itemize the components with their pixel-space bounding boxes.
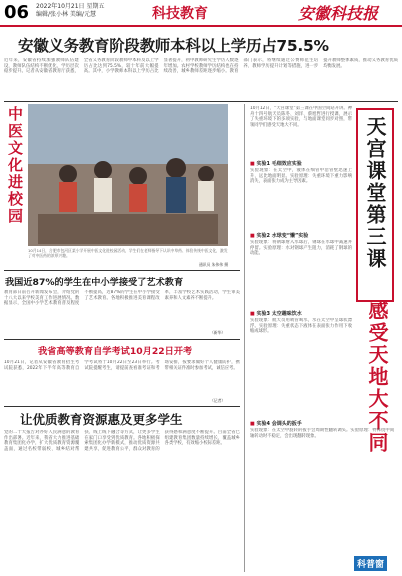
experiment-title: ■ 实验1 毛细效应实验 xyxy=(250,160,302,167)
exam-headline: 我省高等教育自学考试10月22日开考 xyxy=(38,346,193,357)
column-divider xyxy=(244,104,245,572)
share-headline: 让优质教育资源惠及更多学生 xyxy=(20,412,183,427)
divider xyxy=(4,101,398,102)
art-body: 教育部日前召开新闻发布会，介绍党的十八大以来学校美育工作进展情况。数据显示，全国中小学艺术教育普及程度不断提高，近87%的学生在中小学接受了艺术教育。各地积极推进美育课程改革，丰富学校艺术实践活动，学生审美素养和人文素养不断提升。 xyxy=(4,290,240,307)
corner-tag: 科普窗 xyxy=(354,556,387,571)
date-line xyxy=(36,3,104,19)
exam-body: 10月21日，记者从安徽省教育招生考试院获悉，2022年下半年高等教育自学考试将于10月22日至23日举行。考试院提醒考生，请提前查看准考证和考场安排，按要求做好个人健康防护，携带相关证件准时参加考试，诚信应考。 xyxy=(4,360,240,371)
editor-text: 编辑/张小林 美编/元慧 xyxy=(36,11,96,18)
tiangong-intro: 10月12日，“天宫课堂”第三课在中国空间站开讲。神舟十四号航天员陈冬、刘洋、蔡旭哲进行授课，展示了失重环境下的多项实验，与地面课堂同步对照，带领同学们感受天地大不同。 xyxy=(250,106,352,128)
tiangong-title-top: 天宫课堂第三课 xyxy=(363,116,387,270)
tiangong-title-bottom: 感受天地大不同 xyxy=(365,300,389,454)
tcm-photo xyxy=(28,104,228,246)
experiment-title: ■ 实验3 太空趣味饮水 xyxy=(250,310,302,317)
divider xyxy=(4,270,240,271)
experiment-title: ■ 实验2 水球变“懒”实验 xyxy=(250,232,308,239)
experiment-body: 实验现象：将钢球射入水球后，钢球在水球中减速并停留。实验原理：水对钢球产生阻力，消耗了钢球的动能。 xyxy=(250,240,352,257)
lead-body: 近年来，安徽省持续加强教师队伍建设，教师队伍结构不断优化，学历层次稳步提升。记者从安徽省教育厅获悉，全省义务教育阶段教师中本科及以上学历占比达到75.5%，较十年前大幅提高。其中，小学教师本科以上学历占比显著提升，初中教师研究生学历人数逐年增加。农村学校教师学历结构也在持续改善，城乡教师差距逐步缩小。教育部门表示，将继续通过公费师范生培养、教师学历提升计划等措施，进一步提升教师整体素质，推动义务教育优质均衡发展。 xyxy=(4,58,398,75)
share-body: 党的二十大报告对办好人民满意的教育作出部署。近年来，我省大力推进基础教育集团化办学，扩大优质教育资源覆盖面，通过名校带弱校、城乡结对帮扶、线上线下融合等方式，让更多学生在家门口享受到优质教育。各地积极探索集团化办学新模式，推动优质资源共建共享，促进教育公平，群众对教育的获得感和满意度不断提升。目前全省已组建教育集团数量持续增长，覆盖城乡各类学校，有效缩小校际差距。 xyxy=(4,430,240,452)
newspaper-logo: 安徽科技报 xyxy=(298,4,379,23)
lead-headline: 安徽义务教育阶段教师本科以上学历占75.5% xyxy=(18,37,329,55)
exam-credit: （记者） xyxy=(210,398,226,403)
art-headline: 我国近87%的学生在中小学接受了艺术教育 xyxy=(5,277,184,288)
tcm-caption: 10月14日，合肥市包河区某小学开展中医文化进校园活动，学生们在老师指导下认识中草药、体验传统中医文化，激发了对中医药的浓厚兴趣。 xyxy=(28,248,228,258)
page-number: 06 xyxy=(4,2,30,23)
date-text: 2022年10月21日 星期五 xyxy=(36,3,105,10)
divider xyxy=(4,339,240,340)
tcm-reporter: 通讯员 朱伟伟 摄 xyxy=(199,262,228,267)
experiment-body: 实验现象：在太空中旋转的扳手会周期性翻转调头。实验原理：物体绕中间轴转动时不稳定，会出现翻转现象。 xyxy=(250,428,394,439)
tiangong-title-box xyxy=(356,108,394,302)
experiment-body: 实验现象：航天员用吸管喝水，水在太空中呈球状漂浮。实验原理：失重状态下液体在表面张力作用下收缩成球形。 xyxy=(250,318,352,335)
art-credit: （新华） xyxy=(210,330,226,335)
experiment-title: ■ 实验4 会调头的扳手 xyxy=(250,420,302,427)
tcm-vertical-title: 中医文化进校园 xyxy=(6,106,24,225)
divider xyxy=(4,406,240,407)
section-title: 科技教育 xyxy=(152,6,208,22)
students-photo-illustration xyxy=(28,104,228,246)
experiment-body: 实验现象：在太空中，液体在细管中沿管壁迅速上升，远比地面明显。实验原理：失重环境下重力影响消失，表面张力成为主导因素。 xyxy=(250,168,352,185)
